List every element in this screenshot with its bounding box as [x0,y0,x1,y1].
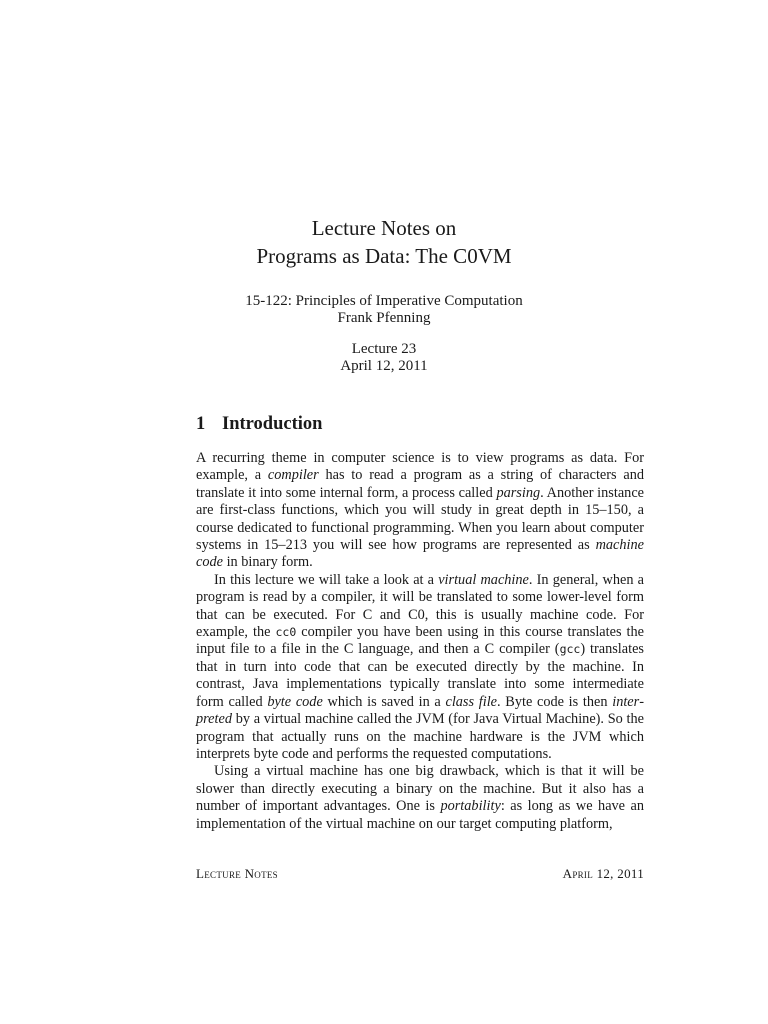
text-run: : as long as we have an implementation of the virtual machine on our target computing platform, [196,798,644,832]
section-title: Introduction [222,414,323,434]
title-line-1: Lecture Notes on [311,216,457,240]
emphasis: machine code [196,537,644,571]
text-run: Using a virtual machine has one big drawback, which is that it will be slower than directly executing a binary on the machine. But it also has a number of important advantages. One is [196,763,644,815]
section-heading [196,414,322,435]
emphasis: virtual machine [438,571,529,588]
emphasis: parsing [496,484,541,501]
text-run: in binary form. [223,554,313,571]
inline-code: cc0 [275,625,297,640]
lecture-date: April 12, 2011 [340,358,428,374]
footer-right: April 12, 2011 [562,866,644,881]
text-run: . Another instance are first-class functions, which you will study in great depth in 15–150, a course dedicated to functional programming. When you learn about computer systems in 15–213 you will see how programs are represented as [196,484,645,554]
emphasis: portability [440,798,501,815]
course-block [0,293,768,327]
section-number: 1 [196,414,206,434]
text-run: by a virtual machine called the JVM (for Java Virtual Machine). So the program that actually runs on the machine hardware is the JVM which interprets byte code and performs the requested computations. [196,711,644,762]
paragraph [196,450,644,572]
title-line-2: Programs as Data: The C0VM [256,244,512,268]
lecture-number: Lecture 23 [351,341,417,357]
text-run: has to read a program as a string of characters and translate it into some internal form, a process called [196,467,645,501]
paragraph [196,572,644,763]
emphasis: interpreted [196,693,644,728]
lecture-block [0,341,768,375]
paragraph [196,763,644,833]
text-run: which is saved in a [322,693,446,710]
emphasis: compiler [267,467,319,484]
text-run: . In general, when a program is read by a compiler, it will be translated to some lower-level form that can be executed. For C and C0, this is usually machine code. For example, the [196,571,644,641]
author-name: Frank Pfenning [337,310,431,326]
text-run: In this lecture we will take a look at a [214,571,439,588]
text-run: ) translates that in turn into code that can be executed directly by the machine. In contrast, Java implementations typically translate into some intermediate form called [196,641,644,710]
text-run: compiler you have been using in this course translates the input file to a file in the C language, and then a C compiler ( [196,624,644,658]
text-run: . Byte code is then [497,693,613,710]
document-title [0,214,768,270]
body-text [196,450,644,833]
emphasis: class file [445,693,498,710]
inline-code: gcc [559,642,581,657]
emphasis: byte code [267,693,323,710]
footer-left: Lecture Notes [196,866,278,881]
text-run: A recurring theme in computer science is to view programs as data. For example, a [196,450,644,484]
course-name: 15-122: Principles of Imperative Computation [245,293,523,309]
